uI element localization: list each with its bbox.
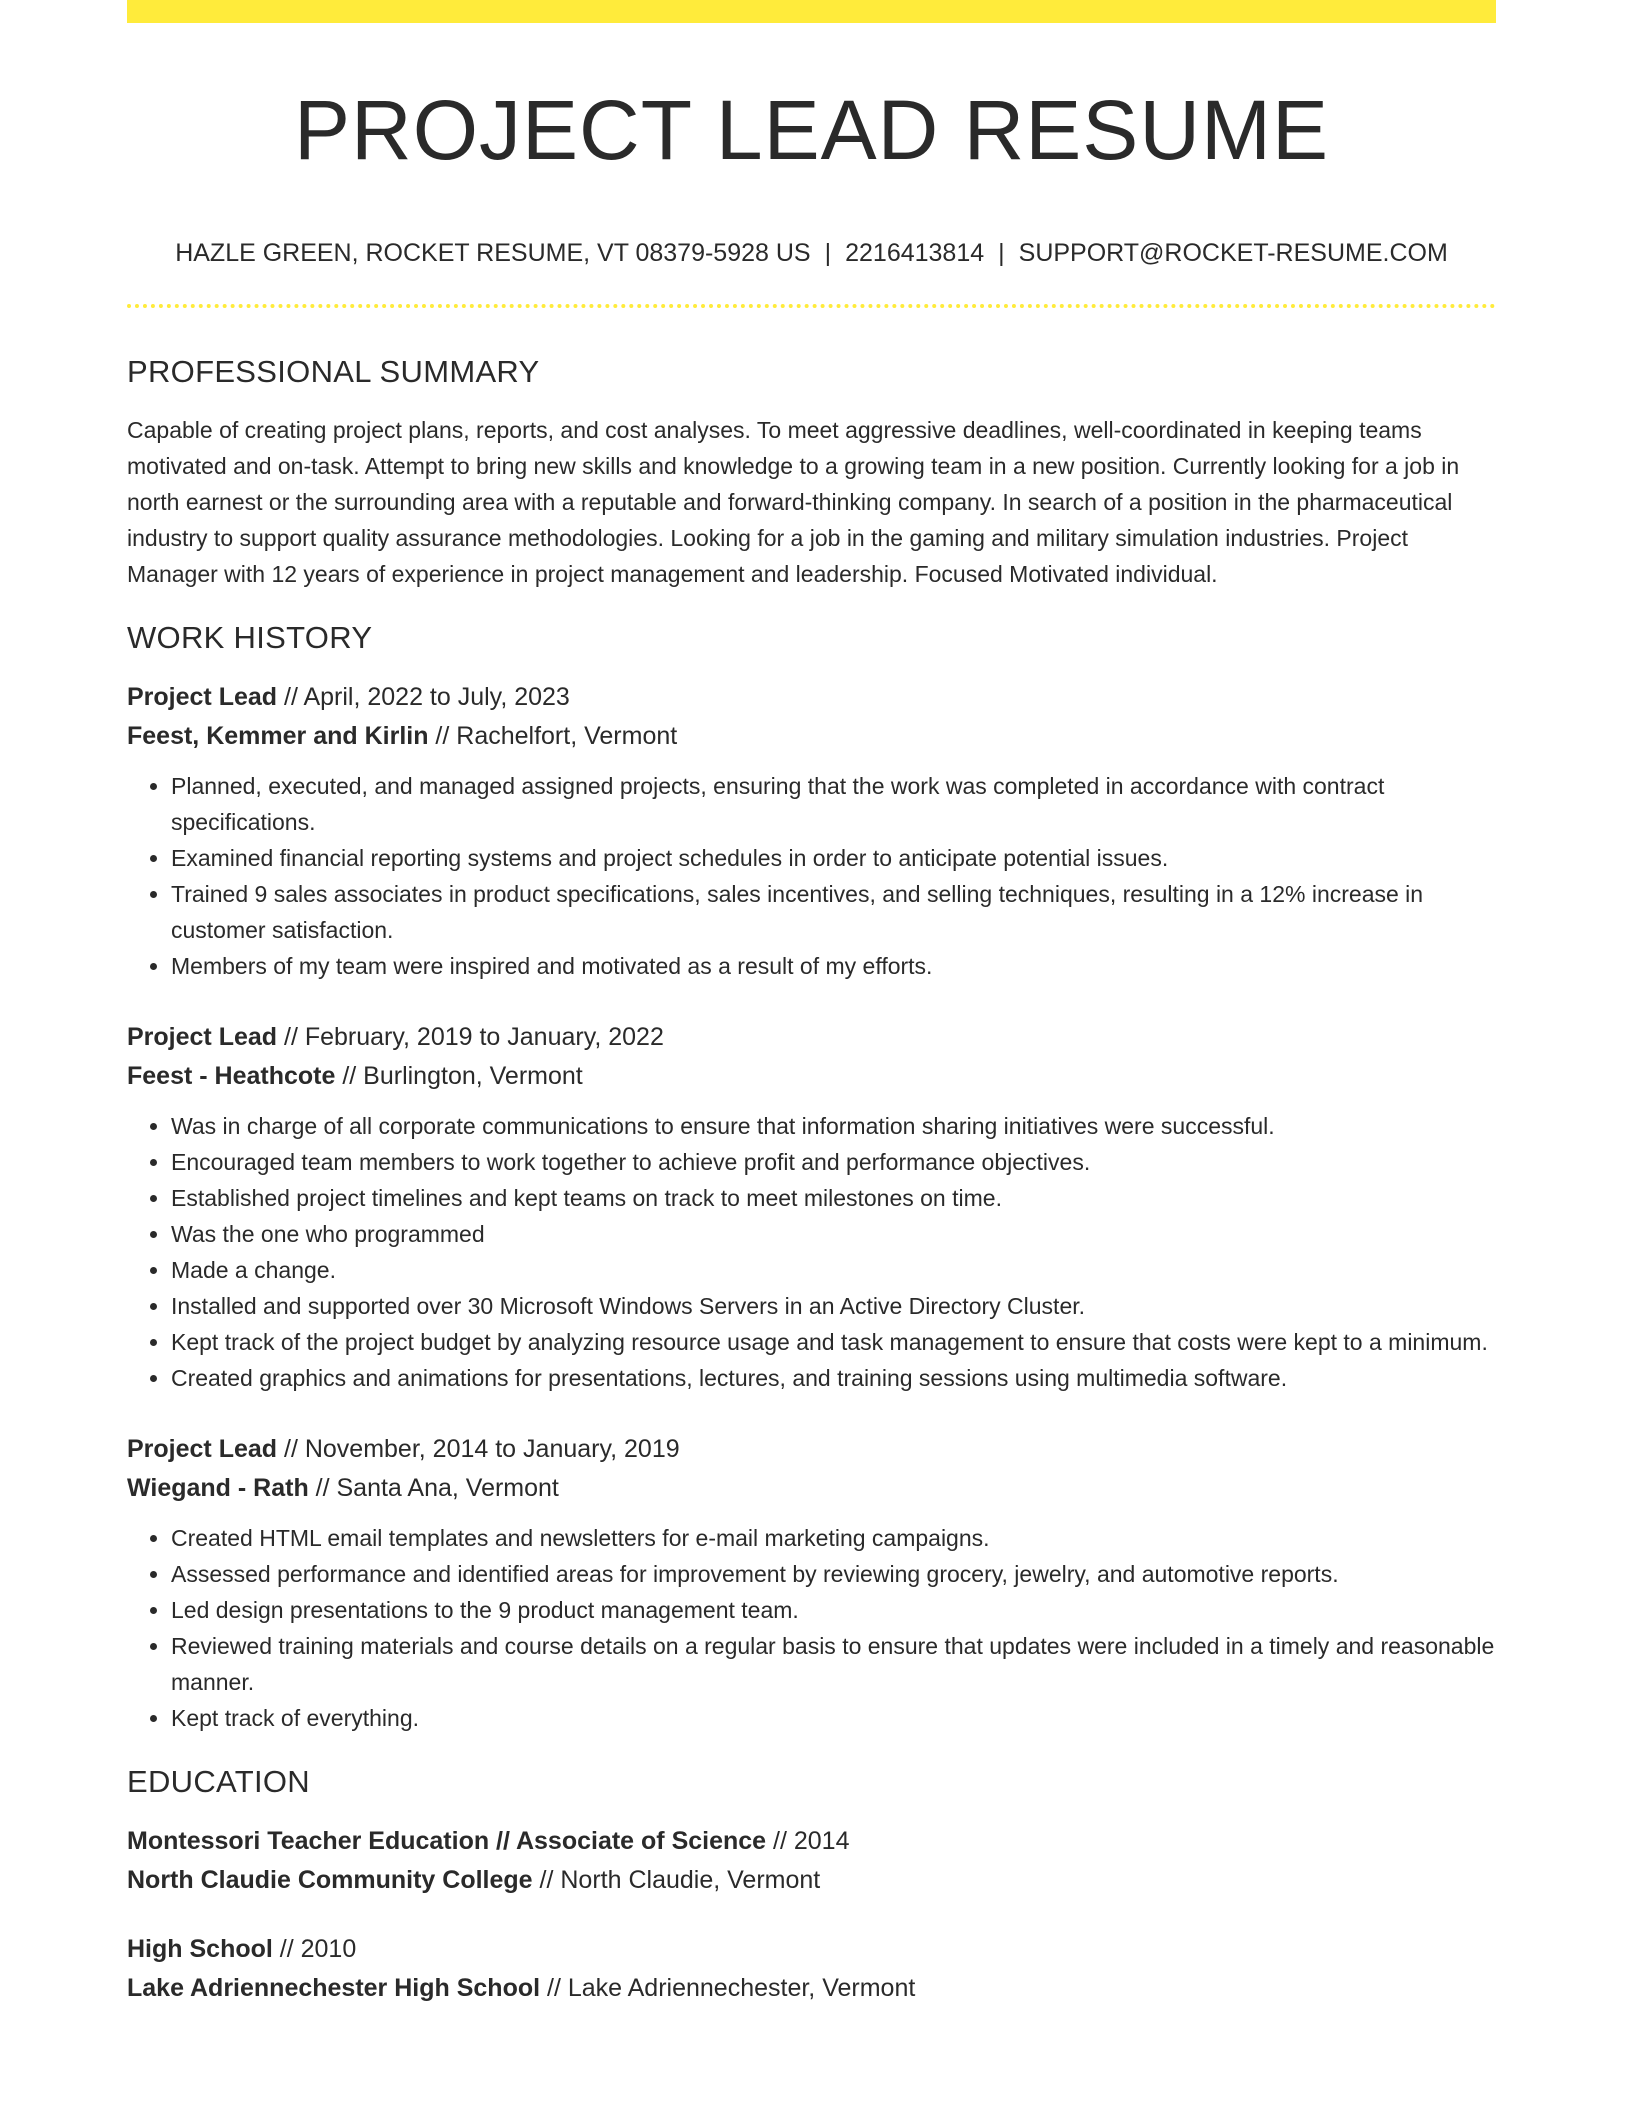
job-title-line	[127, 1018, 1496, 1057]
job-bullet: • Was the one who programmed	[171, 1216, 1496, 1252]
job-bullet: • Encouraged team members to work together to achieve profit and performance objectives.	[171, 1144, 1496, 1180]
education-section	[127, 1760, 1496, 2008]
job-entry	[127, 1018, 1496, 1396]
job-company-line	[127, 717, 1496, 756]
job-company: Wiegand - Rath	[127, 1474, 309, 1502]
job-bullet: • Reviewed training materials and course details on a regular basis to ensure that updates were included in a timely and reasonable manner.	[171, 1628, 1496, 1700]
job-bullet: • Was in charge of all corporate communications to ensure that information sharing initiatives were successful.	[171, 1108, 1496, 1144]
job-title: Project Lead	[127, 1435, 278, 1463]
summary-heading: PROFESSIONAL SUMMARY	[127, 354, 540, 389]
contact-separator: |	[998, 239, 1005, 267]
job-bullet: • Led design presentations to the 9 product management team.	[171, 1592, 1496, 1628]
job-entry	[127, 678, 1496, 984]
education-degree-line	[127, 1930, 1496, 1969]
job-bullet: • Created graphics and animations for presentations, lectures, and training sessions using multimedia software.	[171, 1360, 1496, 1396]
resume-content	[127, 350, 1496, 2008]
job-title: Project Lead	[127, 1023, 278, 1051]
job-dates: // November, 2014 to January, 2019	[277, 1435, 680, 1463]
contact-address: HAZLE GREEN, ROCKET RESUME, VT 08379-5928 US	[175, 239, 811, 267]
job-bullet: • Trained 9 sales associates in product specifications, sales incentives, and selling techniques, resulting in a 12% increase in customer satisfaction.	[171, 876, 1496, 948]
education-year: // 2010	[272, 1935, 357, 1963]
job-bullet: • Examined financial reporting systems and project schedules in order to anticipate potential issues.	[171, 840, 1496, 876]
job-company-line	[127, 1469, 1496, 1508]
header-divider	[127, 304, 1496, 308]
education-school: Lake Adriennechester High School	[127, 1974, 541, 2002]
job-bullet: • Made a change.	[171, 1252, 1496, 1288]
job-location: // Santa Ana, Vermont	[308, 1474, 559, 1502]
job-location: // Burlington, Vermont	[335, 1062, 583, 1090]
education-school-line	[127, 1969, 1496, 2008]
job-bullet: • Kept track of everything.	[171, 1700, 1496, 1736]
summary-text: Capable of creating project plans, reports, and cost analyses. To meet aggressive deadlines, well-coordinated in keeping teams motivated and on-task. Attempt to bring new skills and knowledge to a growing team in a new position. Currently looking for a job in north earnest or the surrounding area with a reputable and forward-thinking company. In search of a position in the pharmaceutical industry to support quality assurance methodologies. Looking for a job in the gaming and military simulation industries. Project Manager with 12 years of experience in project management and leadership. Focused Motivated individual.	[127, 417, 1460, 587]
contact-line	[127, 236, 1496, 270]
accent-top-bar	[127, 0, 1496, 23]
education-degree: High School	[127, 1935, 273, 1963]
job-company-line	[127, 1057, 1496, 1096]
job-title-line	[127, 1430, 1496, 1469]
work-history-heading: WORK HISTORY	[127, 620, 373, 655]
job-company: Feest - Heathcote	[127, 1062, 336, 1090]
job-dates: // February, 2019 to January, 2022	[277, 1023, 664, 1051]
job-bullet: • Planned, executed, and managed assigned projects, ensuring that the work was completed in accordance with contract specifications.	[171, 768, 1496, 840]
summary-section	[127, 350, 1496, 592]
job-bullet: • Created HTML email templates and newsletters for e-mail marketing campaigns.	[171, 1520, 1496, 1556]
job-title-line	[127, 678, 1496, 717]
job-bullet: • Members of my team were inspired and motivated as a result of my efforts.	[171, 948, 1496, 984]
contact-phone: 2216413814	[845, 239, 985, 267]
job-bullets	[127, 1108, 1496, 1396]
contact-email: SUPPORT@ROCKET-RESUME.COM	[1018, 239, 1448, 267]
education-school: North Claudie Community College	[127, 1866, 533, 1894]
job-bullet: • Kept track of the project budget by analyzing resource usage and task management to ensure that costs were kept to a minimum.	[171, 1324, 1496, 1360]
education-entry	[127, 1822, 1496, 1900]
job-title: Project Lead	[127, 683, 278, 711]
job-dates: // April, 2022 to July, 2023	[277, 683, 570, 711]
job-bullet: • Assessed performance and identified areas for improvement by reviewing grocery, jewelry, and automotive reports.	[171, 1556, 1496, 1592]
job-bullet: • Established project timelines and kept teams on track to meet milestones on time.	[171, 1180, 1496, 1216]
job-entry	[127, 1430, 1496, 1736]
education-location: // Lake Adriennechester, Vermont	[540, 1974, 916, 2002]
education-degree: Montessori Teacher Education // Associate of Science	[127, 1827, 767, 1855]
education-school-line	[127, 1861, 1496, 1900]
job-bullets	[127, 1520, 1496, 1736]
job-bullet: • Installed and supported over 30 Microsoft Windows Servers in an Active Directory Cluster.	[171, 1288, 1496, 1324]
job-company: Feest, Kemmer and Kirlin	[127, 722, 429, 750]
contact-separator: |	[824, 239, 832, 267]
education-heading: EDUCATION	[127, 1764, 310, 1799]
education-location: // North Claudie, Vermont	[532, 1866, 821, 1894]
education-degree-line	[127, 1822, 1496, 1861]
education-entry	[127, 1930, 1496, 2008]
page-title: PROJECT LEAD RESUME	[294, 83, 1329, 177]
education-year: // 2014	[766, 1827, 850, 1855]
work-history-section	[127, 616, 1496, 1736]
job-bullets	[127, 768, 1496, 984]
job-location: // Rachelfort, Vermont	[428, 722, 678, 750]
